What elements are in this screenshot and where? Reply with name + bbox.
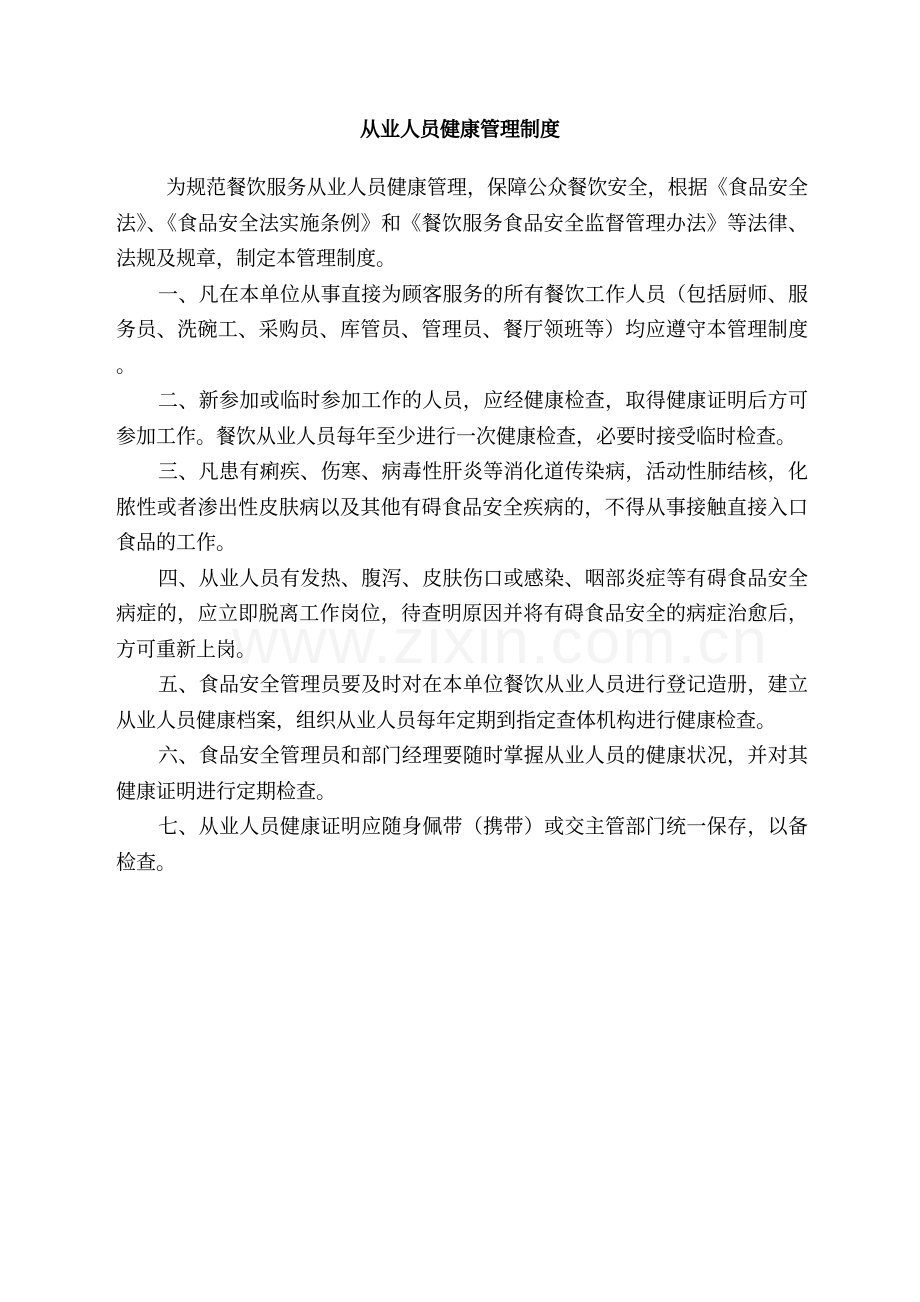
paragraph-intro: 为规范餐饮服务从业人员健康管理，保障公众餐饮安全，根据《食品安全法》、《食品安全法实施条例》和《餐饮服务食品安全监督管理办法》等法律、法规及规章，制定本管理制度。 — [116, 175, 808, 270]
paragraph-item-5: 五、食品安全管理员要及时对在本单位餐饮从业人员进行登记造册，建立从业人员健康档案，组织从业人员每年定期到指定查体机构进行健康检查。 — [116, 672, 808, 732]
paragraph-item-4: 四、从业人员有发热、腹泻、皮肤伤口或感染、咽部炎症等有碍食品安全病症的，应立即脱离工作岗位，待查明原因并将有碍食品安全的病症治愈后，方可重新上岗。 — [116, 565, 808, 661]
paragraph-item-3: 三、凡患有痢疾、伤寒、病毒性肝炎等消化道传染病，活动性肺结核，化脓性或者渗出性皮肤病以及其他有碍食品安全疾病的，不得从事接触直接入口食品的工作。 — [116, 459, 808, 554]
paragraph-item-7: 七、从业人员健康证明应随身佩带（携带）或交主管部门统一保存，以备检查。 — [116, 814, 808, 874]
paragraph-item-1: 一、凡在本单位从事直接为顾客服务的所有餐饮工作人员（包括厨师、服务员、洗碗工、采购员、库管员、管理员、餐厅领班等）均应遵守本管理制度。 — [116, 281, 808, 377]
document-title: 从业人员健康管理制度 — [360, 117, 560, 141]
paragraph-item-6: 六、食品安全管理员和部门经理要随时掌握从业人员的健康状况，并对其健康证明进行定期检查。 — [116, 743, 808, 803]
paragraph-item-2: 二、新参加或临时参加工作的人员，应经健康检查，取得健康证明后方可参加工作。餐饮从业人员每年至少进行一次健康检查，必要时接受临时检查。 — [116, 388, 808, 448]
document-body — [116, 170, 808, 880]
